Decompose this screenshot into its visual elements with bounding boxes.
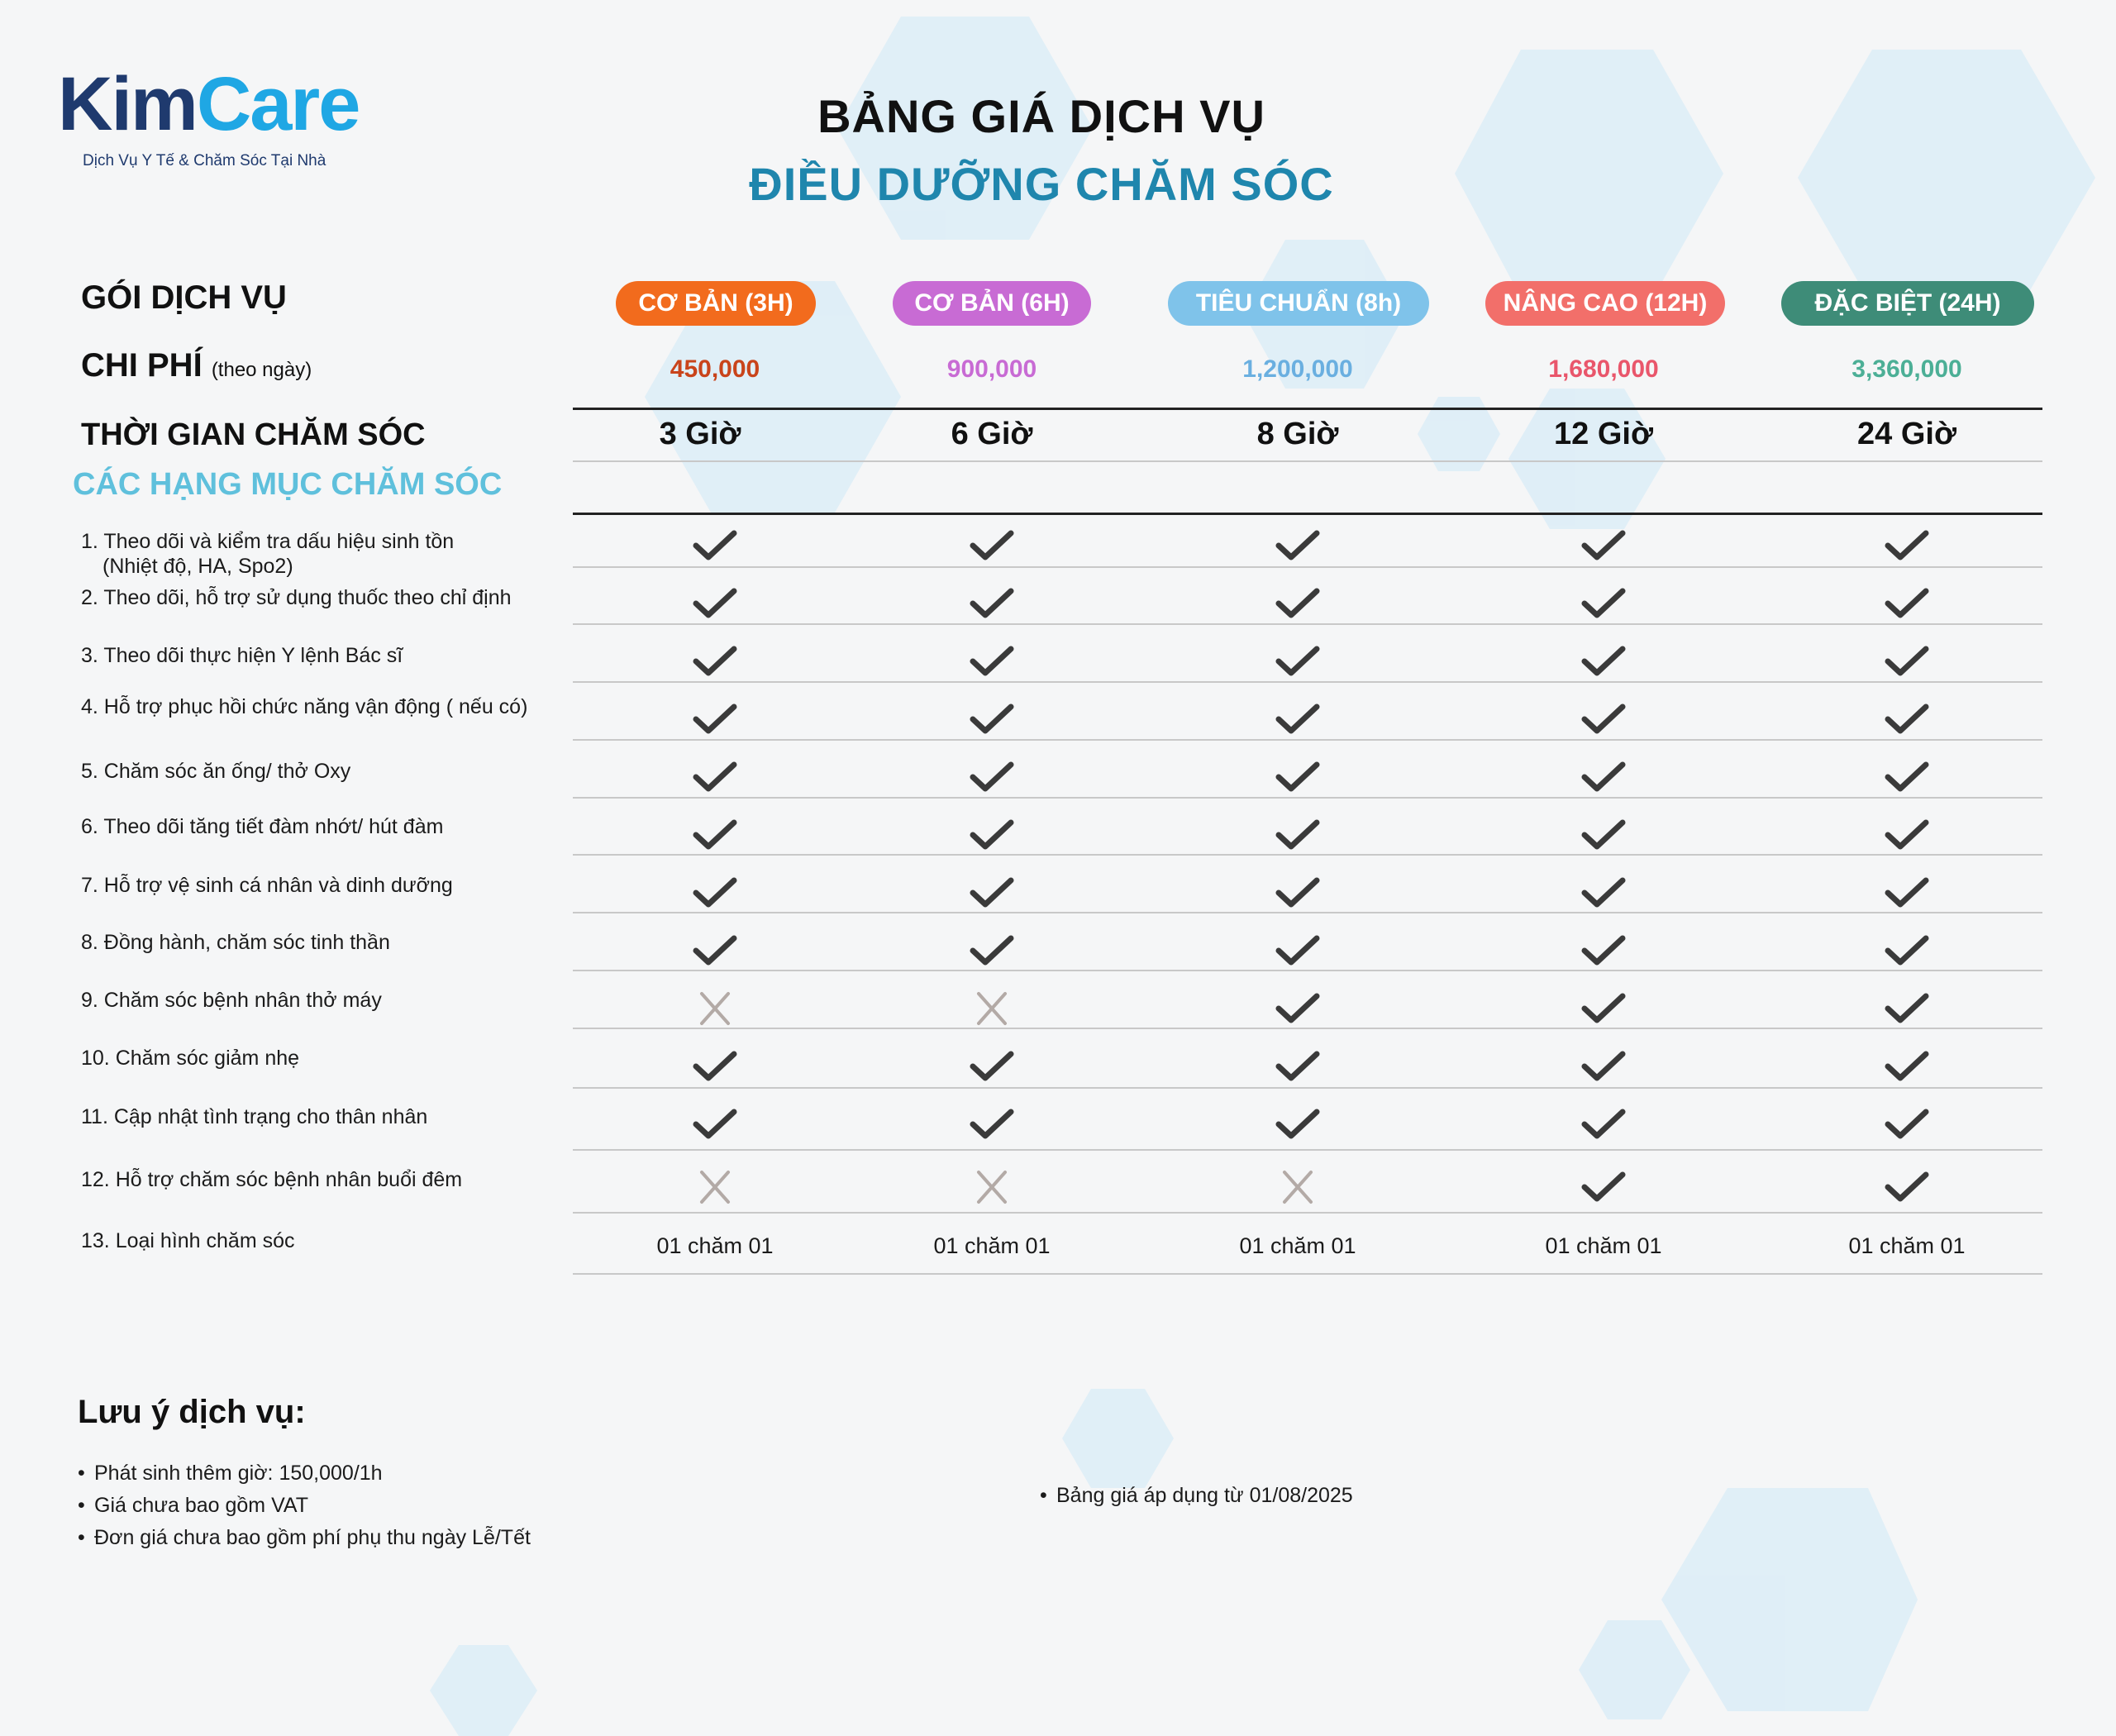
- care-type-value: 01 chăm 01: [656, 1233, 774, 1258]
- logo-wordmark: [58, 62, 372, 146]
- care-type-value: 01 chăm 01: [1239, 1233, 1356, 1258]
- cross-icon: [1275, 1169, 1321, 1205]
- check-icon: [692, 817, 738, 853]
- table-rule: [573, 566, 2042, 568]
- table-rule: [573, 1028, 2042, 1029]
- check-icon: [1580, 585, 1627, 622]
- care-item-text: 1. Theo dõi và kiểm tra dấu hiệu sinh tồn: [81, 530, 455, 553]
- check-icon: [1580, 1048, 1627, 1085]
- cost-label-text: CHI PHÍ: [81, 347, 203, 384]
- check-icon: [1580, 643, 1627, 680]
- table-rule: [573, 912, 2042, 913]
- check-icon: [1580, 1169, 1627, 1205]
- package-hours: 6 Giờ: [951, 417, 1033, 451]
- check-icon: [1580, 990, 1627, 1027]
- kimcare-logo: [58, 62, 372, 170]
- care-item-label: [81, 529, 454, 579]
- package-price: 3,360,000: [1852, 355, 1962, 383]
- check-icon: [1884, 1169, 1930, 1205]
- care-item-text: 3. Theo dõi thực hiện Y lệnh Bác sĩ: [81, 644, 403, 667]
- page-subtitle: ĐIỀU DƯỠNG CHĂM SÓC: [749, 158, 1334, 210]
- table-rule: [573, 623, 2042, 625]
- logo-kim: Kim: [58, 62, 197, 146]
- check-icon: [1884, 817, 1930, 853]
- package-hours: 12 Giờ: [1554, 417, 1653, 451]
- care-item-text: 5. Chăm sóc ăn ống/ thở Oxy: [81, 760, 351, 783]
- check-icon: [1884, 1106, 1930, 1142]
- check-icon: [969, 701, 1015, 737]
- check-icon: [692, 875, 738, 911]
- check-icon: [1275, 1048, 1321, 1085]
- check-icon: [1275, 527, 1321, 564]
- check-icon: [1275, 643, 1321, 680]
- care-item-label: [81, 873, 453, 898]
- check-icon: [1884, 643, 1930, 680]
- note-text: Đơn giá chưa bao gồm phí phụ thu ngày Lễ/Tết: [94, 1526, 531, 1549]
- check-icon: [692, 1106, 738, 1142]
- check-icon: [692, 759, 738, 795]
- care-time-label: THỜI GIAN CHĂM SÓC: [81, 417, 426, 452]
- table-rule: [573, 408, 2042, 410]
- check-icon: [1580, 759, 1627, 795]
- care-item-text: 2. Theo dõi, hỗ trợ sử dụng thuốc theo chỉ định: [81, 586, 512, 609]
- care-item-label: [81, 1167, 462, 1192]
- package-price: 1,200,000: [1242, 355, 1353, 383]
- care-item-label: [81, 814, 443, 839]
- check-icon: [692, 701, 738, 737]
- care-item-text: 4. Hỗ trợ phục hồi chức năng vận động ( nếu có): [81, 695, 528, 718]
- check-icon: [692, 1048, 738, 1085]
- check-icon: [692, 527, 738, 564]
- care-item-label: [81, 988, 382, 1013]
- check-icon: [1884, 701, 1930, 737]
- check-icon: [969, 527, 1015, 564]
- care-item-text: 10. Chăm sóc giảm nhẹ: [81, 1047, 300, 1070]
- care-item-text: 6. Theo dõi tăng tiết đàm nhớt/ hút đàm: [81, 815, 444, 838]
- note-effective-date: • Bảng giá áp dụng từ 01/08/2025: [1040, 1484, 1353, 1507]
- check-icon: [969, 932, 1015, 969]
- check-icon: [1275, 932, 1321, 969]
- note-text: Bảng giá áp dụng từ 01/08/2025: [1056, 1484, 1353, 1507]
- check-icon: [1275, 875, 1321, 911]
- check-icon: [1884, 875, 1930, 911]
- note-text: Giá chưa bao gồm VAT: [94, 1494, 308, 1517]
- table-rule: [573, 1273, 2042, 1275]
- care-item-text: 13. Loại hình chăm sóc: [81, 1229, 295, 1252]
- check-icon: [1580, 1106, 1627, 1142]
- cross-icon: [692, 1169, 738, 1205]
- check-icon: [1580, 817, 1627, 853]
- categories-heading: CÁC HẠNG MỤC CHĂM SÓC: [73, 467, 503, 502]
- logo-care: Care: [196, 62, 360, 146]
- check-icon: [969, 1106, 1015, 1142]
- cross-icon: [692, 990, 738, 1027]
- cross-icon: [969, 1169, 1015, 1205]
- table-rule: [573, 1149, 2042, 1151]
- cross-icon: [969, 990, 1015, 1027]
- notes-title: Lưu ý dịch vụ:: [78, 1394, 306, 1430]
- check-icon: [1580, 875, 1627, 911]
- package-hours: 8 Giờ: [1256, 417, 1339, 451]
- check-icon: [692, 932, 738, 969]
- care-item-subtext: (Nhiệt độ, HA, Spo2): [102, 555, 293, 578]
- cost-label: [81, 347, 312, 384]
- note-text: Phát sinh thêm giờ: 150,000/1h: [94, 1462, 383, 1485]
- table-rule: [573, 681, 2042, 683]
- care-item-label: [81, 1228, 295, 1253]
- note-item: • Phát sinh thêm giờ: 150,000/1h: [78, 1462, 383, 1485]
- check-icon: [1580, 527, 1627, 564]
- check-icon: [969, 817, 1015, 853]
- check-icon: [1884, 759, 1930, 795]
- package-price: 450,000: [670, 355, 760, 383]
- table-rule: [573, 1087, 2042, 1089]
- care-item-text: 9. Chăm sóc bệnh nhân thở máy: [81, 989, 382, 1012]
- cost-unit-label: (theo ngày): [211, 359, 312, 381]
- check-icon: [1884, 990, 1930, 1027]
- check-icon: [1884, 932, 1930, 969]
- check-icon: [1580, 932, 1627, 969]
- check-icon: [692, 585, 738, 622]
- care-type-value: 01 chăm 01: [1545, 1233, 1662, 1258]
- logo-tagline: Dịch Vụ Y Tế & Chăm Sóc Tại Nhà: [83, 152, 326, 169]
- check-icon: [969, 585, 1015, 622]
- check-icon: [969, 643, 1015, 680]
- check-icon: [1884, 527, 1930, 564]
- care-item-label: [81, 930, 390, 955]
- check-icon: [1275, 990, 1321, 1027]
- care-item-text: 12. Hỗ trợ chăm sóc bệnh nhân buổi đêm: [81, 1168, 463, 1191]
- table-rule: [573, 1212, 2042, 1214]
- note-item: • Đơn giá chưa bao gồm phí phụ thu ngày Lễ/Tết: [78, 1526, 531, 1549]
- package-label: GÓI DỊCH VỤ: [81, 279, 287, 316]
- care-item-label: [81, 1046, 299, 1071]
- check-icon: [1884, 585, 1930, 622]
- care-type-value: 01 chăm 01: [933, 1233, 1051, 1258]
- table-rule: [573, 854, 2042, 856]
- check-icon: [1275, 585, 1321, 622]
- care-item-label: [81, 643, 403, 668]
- care-item-label: [81, 694, 527, 719]
- package-price: 1,680,000: [1548, 355, 1659, 383]
- package-pill: CƠ BẢN (3H): [616, 281, 816, 326]
- table-rule: [573, 460, 2042, 462]
- care-item-text: 8. Đồng hành, chăm sóc tinh thần: [81, 931, 390, 954]
- package-pill: CƠ BẢN (6H): [893, 281, 1091, 326]
- check-icon: [692, 643, 738, 680]
- check-icon: [1884, 1048, 1930, 1085]
- care-item-label: [81, 759, 350, 784]
- package-pill: TIÊU CHUẨN (8h): [1168, 281, 1429, 326]
- check-icon: [1275, 759, 1321, 795]
- check-icon: [1275, 817, 1321, 853]
- check-icon: [1580, 701, 1627, 737]
- check-icon: [1275, 701, 1321, 737]
- check-icon: [1275, 1106, 1321, 1142]
- note-item: • Giá chưa bao gồm VAT: [78, 1494, 308, 1517]
- package-price: 900,000: [946, 355, 1037, 383]
- check-icon: [969, 1048, 1015, 1085]
- page-title: BẢNG GIÁ DỊCH VỤ: [817, 90, 1265, 142]
- care-type-value: 01 chăm 01: [1848, 1233, 1966, 1258]
- package-pill: ĐẶC BIỆT (24H): [1781, 281, 2034, 326]
- table-rule: [573, 739, 2042, 741]
- table-rule: [573, 970, 2042, 971]
- care-item-label: [81, 1104, 427, 1129]
- care-item-text: 11. Cập nhật tình trạng cho thân nhân: [81, 1105, 428, 1128]
- package-pill: NÂNG CAO (12H): [1485, 281, 1725, 326]
- table-rule: [573, 797, 2042, 799]
- care-item-label: [81, 585, 512, 610]
- check-icon: [969, 875, 1015, 911]
- check-icon: [969, 759, 1015, 795]
- package-hours: 3 Giờ: [659, 417, 741, 451]
- table-rule: [573, 513, 2042, 515]
- package-hours: 24 Giờ: [1857, 417, 1956, 451]
- care-item-text: 7. Hỗ trợ vệ sinh cá nhân và dinh dưỡng: [81, 874, 453, 897]
